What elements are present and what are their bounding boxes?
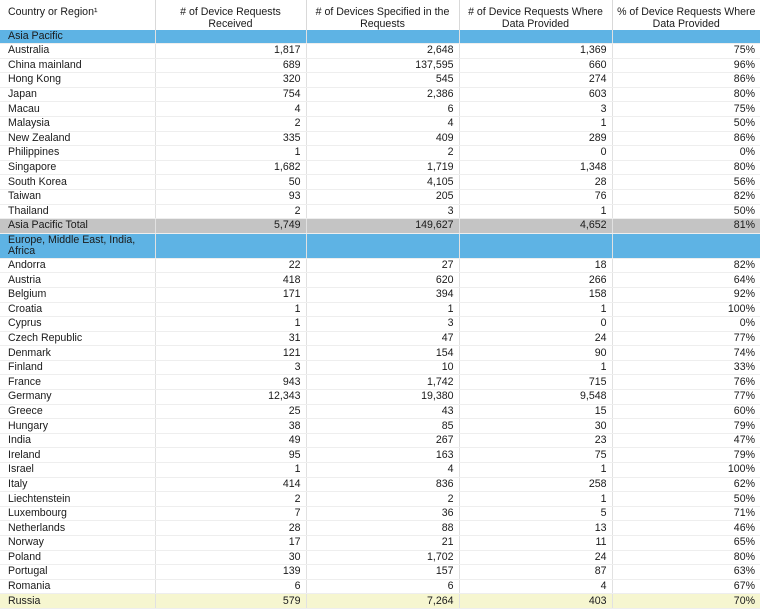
header-country: Country or Region¹ [0,0,155,30]
header-devices-specified: # of Devices Specified in the Requests [306,0,459,30]
cell-value: 266 [459,273,612,288]
cell-value: 0% [612,146,760,161]
cell-value: 545 [306,73,459,88]
cell-value: 82% [612,258,760,273]
cell-value: 2 [155,116,306,131]
cell-value: 1,817 [155,44,306,59]
table-row [0,287,760,302]
cell-value: 1,369 [459,44,612,59]
cell-country: Romania [0,579,155,594]
cell-country: New Zealand [0,131,155,146]
cell-value: 27 [306,258,459,273]
cell-value: 93 [155,189,306,204]
region-empty-cell [306,30,459,44]
region-empty-cell [459,30,612,44]
cell-country: India [0,433,155,448]
table-row [0,302,760,317]
cell-country: Germany [0,390,155,405]
table-row [0,102,760,117]
cell-value: 154 [306,346,459,361]
cell-value: 92% [612,287,760,302]
cell-value: 3 [306,204,459,219]
cell-value: 88 [306,521,459,536]
table-row [0,273,760,288]
cell-value: 50% [612,492,760,507]
cell-value: 1 [155,146,306,161]
cell-value: 79% [612,448,760,463]
cell-value: 6 [306,102,459,117]
cell-value: 21 [306,536,459,551]
table-body [0,30,760,608]
table-row [0,477,760,492]
cell-value: 60% [612,404,760,419]
table-row [0,131,760,146]
cell-value: 80% [612,550,760,565]
cell-value: 2 [306,492,459,507]
cell-value: 418 [155,273,306,288]
cell-value: 22 [155,258,306,273]
table-row [0,44,760,59]
cell-value: 0 [459,146,612,161]
cell-value: 620 [306,273,459,288]
cell-value: 67% [612,579,760,594]
cell-country: Australia [0,44,155,59]
cell-value: 23 [459,433,612,448]
cell-value: 6 [306,579,459,594]
cell-value: 25 [155,404,306,419]
cell-value: 403 [459,594,612,609]
table-row [0,521,760,536]
table-row [0,433,760,448]
cell-value: 43 [306,404,459,419]
cell-value: 77% [612,390,760,405]
cell-country: Denmark [0,346,155,361]
cell-value: 36 [306,506,459,521]
cell-value: 79% [612,419,760,434]
cell-value: 7 [155,506,306,521]
cell-value: 81% [612,219,760,234]
region-empty-cell [155,233,306,258]
cell-country: Liechtenstein [0,492,155,507]
table-row [0,448,760,463]
cell-value: 1,682 [155,160,306,175]
header-requests-received: # of Device Requests Received [155,0,306,30]
cell-value: 1,719 [306,160,459,175]
header-requests-data-provided: # of Device Requests Where Data Provided [459,0,612,30]
cell-value: 76 [459,189,612,204]
cell-value: 1 [306,302,459,317]
cell-value: 30 [155,550,306,565]
cell-value: 1 [459,463,612,478]
cell-value: 12,343 [155,390,306,405]
region-name: Asia Pacific [0,30,155,44]
cell-value: 1,742 [306,375,459,390]
table-row [0,419,760,434]
cell-value: 320 [155,73,306,88]
cell-value: 47% [612,433,760,448]
region-header-row [0,30,760,44]
cell-value: 258 [459,477,612,492]
cell-value: 3 [459,102,612,117]
cell-country: Hungary [0,419,155,434]
cell-country: Austria [0,273,155,288]
cell-country: Luxembourg [0,506,155,521]
table-row [0,58,760,73]
region-empty-cell [459,233,612,258]
cell-value: 96% [612,58,760,73]
cell-value: 1 [459,204,612,219]
cell-country: China mainland [0,58,155,73]
cell-country: France [0,375,155,390]
cell-value: 3 [306,317,459,332]
cell-value: 24 [459,550,612,565]
table-row [0,594,760,609]
cell-value: 1 [155,317,306,332]
cell-value: 139 [155,565,306,580]
cell-country: South Korea [0,175,155,190]
table-row [0,317,760,332]
cell-value: 149,627 [306,219,459,234]
cell-value: 4 [155,102,306,117]
cell-value: 4 [306,116,459,131]
cell-value: 46% [612,521,760,536]
cell-value: 157 [306,565,459,580]
cell-value: 19,380 [306,390,459,405]
cell-value: 267 [306,433,459,448]
cell-value: 64% [612,273,760,288]
cell-country: Italy [0,477,155,492]
table-row [0,160,760,175]
cell-value: 49 [155,433,306,448]
cell-country: Hong Kong [0,73,155,88]
cell-value: 82% [612,189,760,204]
cell-value: 62% [612,477,760,492]
cell-value: 10 [306,360,459,375]
cell-value: 158 [459,287,612,302]
cell-value: 1 [459,492,612,507]
cell-value: 75 [459,448,612,463]
table-row [0,204,760,219]
cell-value: 6 [155,579,306,594]
cell-value: 11 [459,536,612,551]
table-row [0,331,760,346]
table-row [0,116,760,131]
table-row [0,258,760,273]
cell-country: Japan [0,87,155,102]
table-row [0,506,760,521]
cell-value: 1 [459,360,612,375]
cell-country: Russia [0,594,155,609]
cell-value: 65% [612,536,760,551]
cell-value: 1 [155,302,306,317]
cell-value: 1 [459,116,612,131]
cell-value: 76% [612,375,760,390]
table-row [0,375,760,390]
cell-value: 50% [612,204,760,219]
cell-value: 75% [612,44,760,59]
cell-value: 171 [155,287,306,302]
cell-value: 715 [459,375,612,390]
cell-value: 4,105 [306,175,459,190]
cell-value: 24 [459,331,612,346]
cell-value: 50 [155,175,306,190]
cell-value: 95 [155,448,306,463]
cell-value: 414 [155,477,306,492]
cell-value: 15 [459,404,612,419]
table-row [0,463,760,478]
cell-country: Malaysia [0,116,155,131]
cell-country: Macau [0,102,155,117]
table-row [0,73,760,88]
cell-value: 579 [155,594,306,609]
cell-value: 71% [612,506,760,521]
cell-value: 335 [155,131,306,146]
cell-country: Czech Republic [0,331,155,346]
cell-country: Poland [0,550,155,565]
cell-value: 836 [306,477,459,492]
cell-value: 7,264 [306,594,459,609]
cell-country: Thailand [0,204,155,219]
cell-value: 2,648 [306,44,459,59]
cell-value: 1 [155,463,306,478]
cell-value: 689 [155,58,306,73]
cell-value: 87 [459,565,612,580]
cell-value: 0% [612,317,760,332]
cell-value: 2 [155,204,306,219]
table-row [0,390,760,405]
cell-value: 2 [306,146,459,161]
cell-value: 121 [155,346,306,361]
cell-value: 30 [459,419,612,434]
cell-value: 33% [612,360,760,375]
table-row [0,346,760,361]
table-row [0,579,760,594]
cell-value: 754 [155,87,306,102]
cell-country: Philippines [0,146,155,161]
cell-value: 17 [155,536,306,551]
cell-value: 289 [459,131,612,146]
cell-value: 50% [612,116,760,131]
cell-country: Norway [0,536,155,551]
cell-value: 13 [459,521,612,536]
cell-value: 4 [459,579,612,594]
region-empty-cell [306,233,459,258]
cell-value: 28 [459,175,612,190]
cell-value: 5 [459,506,612,521]
cell-value: 31 [155,331,306,346]
region-total-row [0,219,760,234]
cell-value: 70% [612,594,760,609]
cell-value: 163 [306,448,459,463]
cell-value: 1,348 [459,160,612,175]
cell-value: 56% [612,175,760,190]
cell-value: 4,652 [459,219,612,234]
region-empty-cell [155,30,306,44]
cell-value: 86% [612,131,760,146]
cell-value: 100% [612,463,760,478]
cell-value: 0 [459,317,612,332]
cell-value: 77% [612,331,760,346]
cell-value: 409 [306,131,459,146]
cell-country: Ireland [0,448,155,463]
cell-value: 100% [612,302,760,317]
cell-value: 137,595 [306,58,459,73]
table-row [0,360,760,375]
cell-value: 74% [612,346,760,361]
cell-value: 205 [306,189,459,204]
table-row [0,492,760,507]
cell-country: Netherlands [0,521,155,536]
table-row [0,536,760,551]
cell-country: Belgium [0,287,155,302]
cell-value: 2 [155,492,306,507]
cell-value: 4 [306,463,459,478]
header-percent-data-provided: % of Device Requests Where Data Provided [617,6,756,30]
region-name: Europe, Middle East, India, Africa [0,233,155,258]
region-empty-cell [612,30,760,44]
cell-value: 38 [155,419,306,434]
cell-country: Finland [0,360,155,375]
cell-value: 18 [459,258,612,273]
cell-value: 80% [612,160,760,175]
table-row [0,175,760,190]
cell-value: 3 [155,360,306,375]
cell-country: Cyprus [0,317,155,332]
table-row [0,146,760,161]
cell-country: Greece [0,404,155,419]
cell-value: 943 [155,375,306,390]
cell-value: 47 [306,331,459,346]
table-row [0,404,760,419]
cell-country: Croatia [0,302,155,317]
table-row [0,87,760,102]
cell-value: 75% [612,102,760,117]
cell-country: Asia Pacific Total [0,219,155,234]
cell-value: 85 [306,419,459,434]
cell-country: Singapore [0,160,155,175]
table-row [0,565,760,580]
cell-country: Israel [0,463,155,478]
table-row [0,189,760,204]
cell-value: 63% [612,565,760,580]
cell-value: 1,702 [306,550,459,565]
cell-value: 80% [612,87,760,102]
cell-country: Andorra [0,258,155,273]
region-header-row [0,233,760,258]
region-empty-cell [612,233,760,258]
cell-value: 90 [459,346,612,361]
table-row [0,550,760,565]
cell-value: 660 [459,58,612,73]
table-header-row [0,0,760,30]
cell-country: Portugal [0,565,155,580]
cell-country: Taiwan [0,189,155,204]
cell-value: 2,386 [306,87,459,102]
cell-value: 5,749 [155,219,306,234]
cell-value: 28 [155,521,306,536]
cell-value: 86% [612,73,760,88]
cell-value: 1 [459,302,612,317]
cell-value: 603 [459,87,612,102]
cell-value: 274 [459,73,612,88]
cell-value: 394 [306,287,459,302]
cell-value: 9,548 [459,390,612,405]
